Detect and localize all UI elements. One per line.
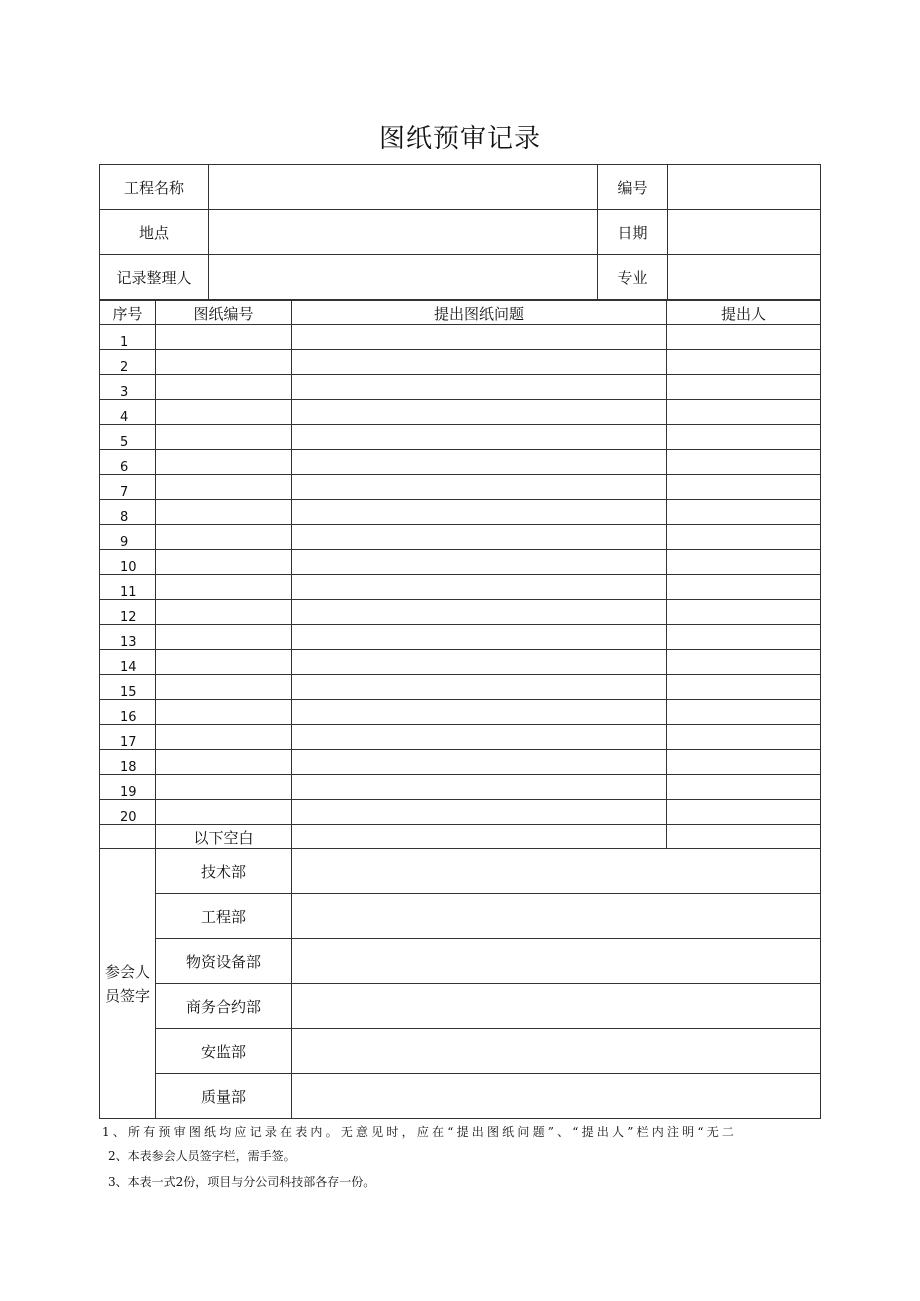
row-number: 4 <box>100 400 156 425</box>
drawing-no-cell[interactable] <box>156 400 292 425</box>
department-label: 物资设备部 <box>156 939 292 984</box>
row-number: 16 <box>100 700 156 725</box>
drawing-no-cell[interactable] <box>156 800 292 825</box>
issue-cell[interactable] <box>292 500 667 525</box>
table-row <box>100 625 821 650</box>
project-name-field[interactable] <box>209 165 598 210</box>
row-number: 17 <box>100 725 156 750</box>
department-label: 工程部 <box>156 894 292 939</box>
attendees-label-line: 员签字 <box>104 986 150 1005</box>
header-row <box>100 255 821 300</box>
table-row <box>100 675 821 700</box>
issue-cell[interactable] <box>292 350 667 375</box>
department-label: 商务合约部 <box>156 984 292 1029</box>
issue-cell[interactable] <box>292 775 667 800</box>
drawing-no-cell[interactable] <box>156 675 292 700</box>
row-number: 8 <box>100 500 156 525</box>
note-3: 3、本表一式2份，项目与分公司科技部各存一份。 <box>108 1175 376 1189</box>
department-label: 质量部 <box>156 1074 292 1119</box>
drawing-no-cell[interactable] <box>156 350 292 375</box>
raiser-cell[interactable] <box>667 625 821 650</box>
row-number: 2 <box>100 350 156 375</box>
table-row <box>100 475 821 500</box>
raiser-cell[interactable] <box>667 450 821 475</box>
table-row <box>100 600 821 625</box>
issue-cell[interactable] <box>292 425 667 450</box>
signature-row <box>100 1029 821 1074</box>
header-row <box>100 165 821 210</box>
table-row <box>100 400 821 425</box>
location-label: 地点 <box>100 210 209 255</box>
table-row <box>100 550 821 575</box>
drawing-no-cell[interactable] <box>156 775 292 800</box>
table-row <box>100 775 821 800</box>
department-label: 安监部 <box>156 1029 292 1074</box>
issue-cell[interactable] <box>292 675 667 700</box>
date-label: 日期 <box>598 210 668 255</box>
page-title: 图纸预审记录 <box>378 124 541 154</box>
location-field[interactable] <box>209 210 598 255</box>
issue-cell[interactable] <box>292 800 667 825</box>
row-number: 18 <box>100 750 156 775</box>
drawing-no-cell[interactable] <box>156 700 292 725</box>
table-row <box>100 575 821 600</box>
row-number: 11 <box>100 575 156 600</box>
table-row <box>100 800 821 825</box>
table-row <box>100 725 821 750</box>
signature-row <box>100 939 821 984</box>
drawing-no-cell[interactable] <box>156 625 292 650</box>
row-number: 6 <box>100 450 156 475</box>
signature-row <box>100 1074 821 1119</box>
issue-cell[interactable] <box>292 575 667 600</box>
signature-row <box>100 849 821 894</box>
note-2: 2、本表参会人员签字栏，需手签。 <box>108 1149 296 1163</box>
raiser-cell[interactable] <box>667 550 821 575</box>
date-field[interactable] <box>668 210 821 255</box>
row-number: 20 <box>100 800 156 825</box>
issue-cell[interactable] <box>292 600 667 625</box>
attendees-label-line: 参会人 <box>104 962 150 981</box>
raiser-cell[interactable] <box>667 500 821 525</box>
col-header-drawing-no: 图纸编号 <box>156 301 292 325</box>
col-header-raiser: 提出人 <box>667 301 821 325</box>
recorder-field[interactable] <box>209 255 598 300</box>
table-row <box>100 375 821 400</box>
col-header-issue: 提出图纸问题 <box>292 301 667 325</box>
signature-field[interactable] <box>292 1029 821 1074</box>
issue-cell[interactable] <box>292 700 667 725</box>
drawing-no-cell[interactable] <box>156 375 292 400</box>
drawing-no-cell[interactable] <box>156 450 292 475</box>
table-header-row <box>100 301 821 325</box>
issue-cell[interactable] <box>292 475 667 500</box>
table-row <box>100 350 821 375</box>
issue-cell[interactable] <box>292 450 667 475</box>
drawing-no-cell[interactable] <box>156 725 292 750</box>
signature-field[interactable] <box>292 939 821 984</box>
note-1: 1、所有预审图纸均应记录在表内。无意见时，应在“提出图纸问题”、“提出人”栏内注明“无二 <box>102 1125 738 1139</box>
raiser-cell[interactable] <box>667 325 821 350</box>
drawing-no-cell[interactable] <box>156 425 292 450</box>
issue-cell[interactable] <box>292 400 667 425</box>
raiser-cell[interactable] <box>667 775 821 800</box>
number-label: 编号 <box>598 165 668 210</box>
drawing-no-cell[interactable] <box>156 550 292 575</box>
drawing-no-cell[interactable] <box>156 650 292 675</box>
raiser-cell[interactable] <box>667 350 821 375</box>
signature-row <box>100 894 821 939</box>
raiser-cell[interactable] <box>667 575 821 600</box>
table-row <box>100 500 821 525</box>
issues-table <box>99 300 821 1119</box>
row-number: 3 <box>100 375 156 400</box>
table-row <box>100 650 821 675</box>
blank-issue-cell <box>292 825 667 849</box>
table-row <box>100 325 821 350</box>
table-row <box>100 425 821 450</box>
drawing-no-cell[interactable] <box>156 500 292 525</box>
drawing-no-cell[interactable] <box>156 575 292 600</box>
issue-cell[interactable] <box>292 750 667 775</box>
row-number: 13 <box>100 625 156 650</box>
drawing-no-cell[interactable] <box>156 325 292 350</box>
blank-below-label: 以下空白 <box>156 825 292 849</box>
attendees-signature-label <box>100 849 156 1119</box>
blank-below-row <box>100 825 821 849</box>
row-number: 7 <box>100 475 156 500</box>
drawing-no-cell[interactable] <box>156 475 292 500</box>
row-number: 5 <box>100 425 156 450</box>
raiser-cell[interactable] <box>667 725 821 750</box>
table-row <box>100 525 821 550</box>
drawing-no-cell[interactable] <box>156 600 292 625</box>
issue-cell[interactable] <box>292 625 667 650</box>
header-row <box>100 210 821 255</box>
signature-field[interactable] <box>292 894 821 939</box>
recorder-label: 记录整理人 <box>100 255 209 300</box>
signature-field[interactable] <box>292 849 821 894</box>
project-name-label: 工程名称 <box>100 165 209 210</box>
signature-field[interactable] <box>292 1074 821 1119</box>
issue-cell[interactable] <box>292 550 667 575</box>
issue-cell[interactable] <box>292 325 667 350</box>
issue-cell[interactable] <box>292 650 667 675</box>
raiser-cell[interactable] <box>667 675 821 700</box>
number-field[interactable] <box>668 165 821 210</box>
raiser-cell[interactable] <box>667 800 821 825</box>
row-number: 1 <box>100 325 156 350</box>
raiser-cell[interactable] <box>667 600 821 625</box>
row-number: 14 <box>100 650 156 675</box>
row-number: 19 <box>100 775 156 800</box>
drawing-no-cell[interactable] <box>156 525 292 550</box>
header-table <box>99 164 821 300</box>
department-label: 技术部 <box>156 849 292 894</box>
drawing-no-cell[interactable] <box>156 750 292 775</box>
raiser-cell[interactable] <box>667 475 821 500</box>
table-row <box>100 700 821 725</box>
col-header-seq: 序号 <box>100 301 156 325</box>
row-number: 12 <box>100 600 156 625</box>
raiser-cell[interactable] <box>667 525 821 550</box>
signature-row <box>100 984 821 1029</box>
row-number: 10 <box>100 550 156 575</box>
issue-cell[interactable] <box>292 525 667 550</box>
issue-cell[interactable] <box>292 375 667 400</box>
raiser-cell[interactable] <box>667 650 821 675</box>
specialty-field[interactable] <box>668 255 821 300</box>
raiser-cell[interactable] <box>667 400 821 425</box>
raiser-cell[interactable] <box>667 375 821 400</box>
blank-seq-cell <box>100 825 156 849</box>
raiser-cell[interactable] <box>667 750 821 775</box>
blank-raiser-cell <box>667 825 821 849</box>
raiser-cell[interactable] <box>667 700 821 725</box>
table-row <box>100 750 821 775</box>
specialty-label: 专业 <box>598 255 668 300</box>
row-number: 15 <box>100 675 156 700</box>
issue-cell[interactable] <box>292 725 667 750</box>
row-number: 9 <box>100 525 156 550</box>
table-row <box>100 450 821 475</box>
raiser-cell[interactable] <box>667 425 821 450</box>
signature-field[interactable] <box>292 984 821 1029</box>
